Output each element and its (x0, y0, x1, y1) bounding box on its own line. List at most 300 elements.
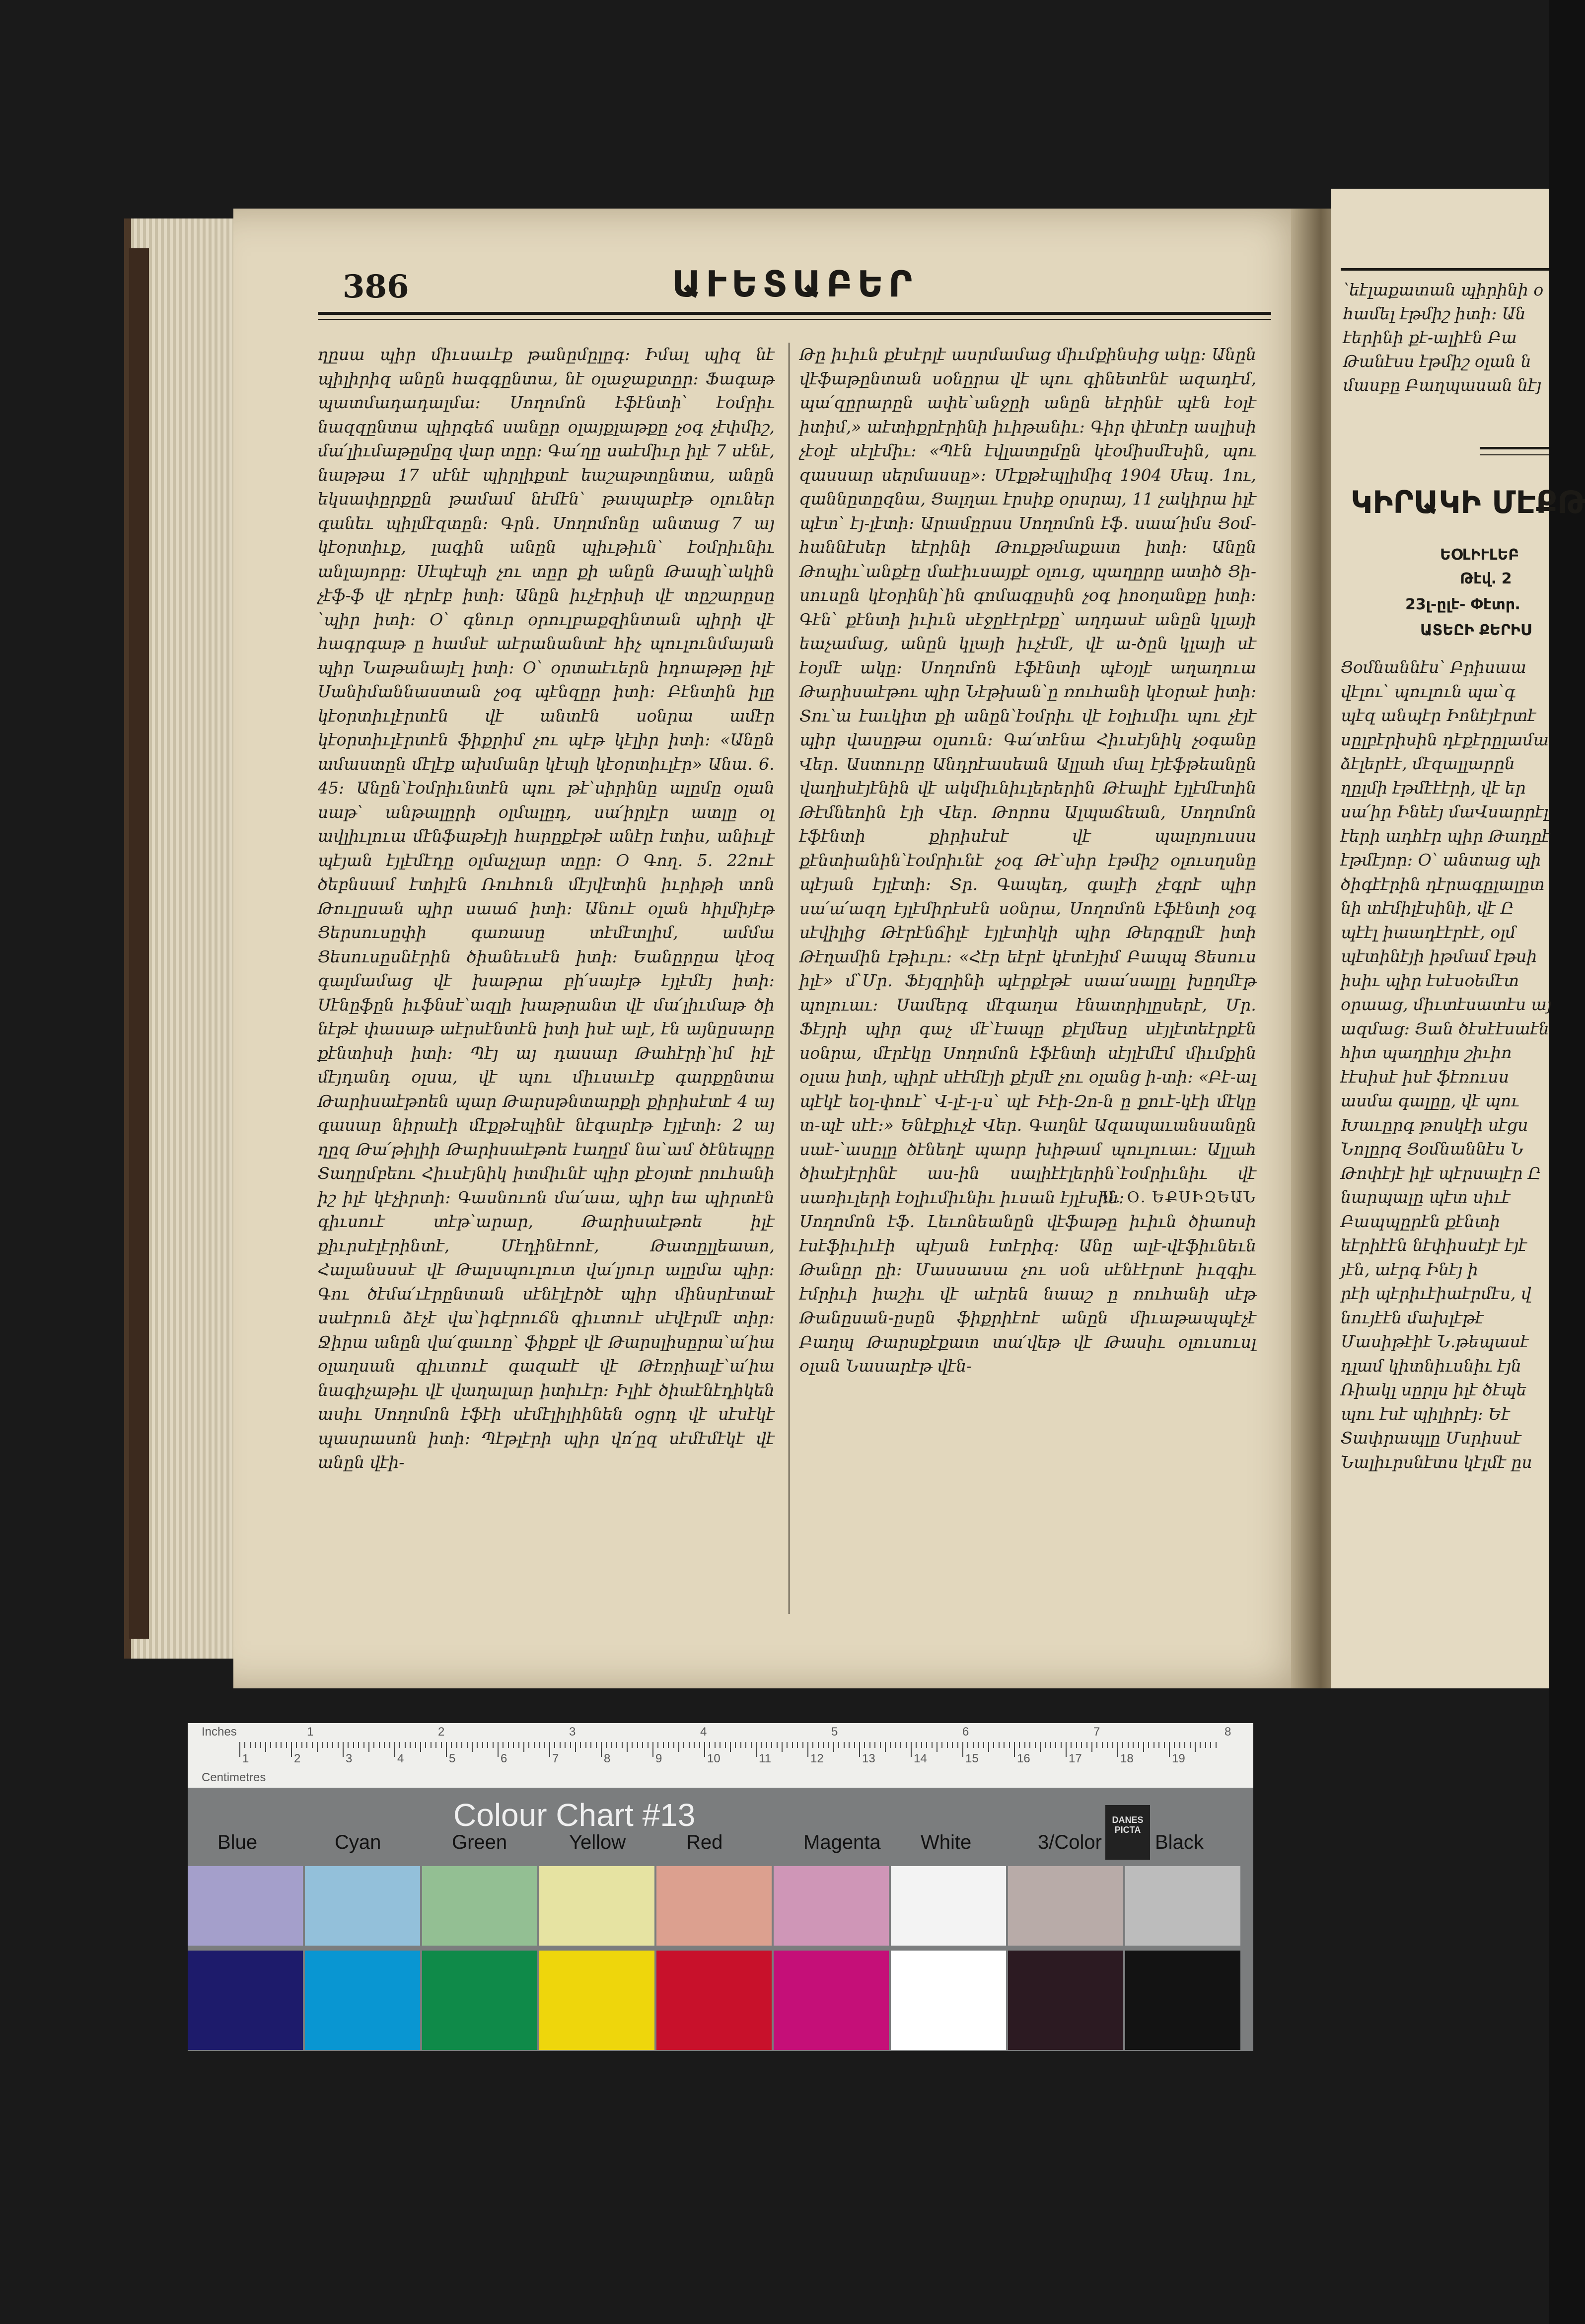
ruler-tick (482, 1742, 483, 1748)
swatch-label: Blue (217, 1831, 258, 1853)
ruler-tick (771, 1742, 772, 1748)
ruler-tick (1112, 1742, 1113, 1748)
ruler-tick (673, 1742, 674, 1748)
ruler-tick (1066, 1742, 1067, 1757)
ruler-tick (306, 1742, 307, 1748)
inch-number: 3 (569, 1725, 576, 1739)
swatch-label: Yellow (569, 1831, 626, 1853)
header-rule (318, 312, 1271, 320)
ruler-tick (487, 1742, 488, 1748)
inch-number: 4 (700, 1725, 707, 1739)
ruler-tick (312, 1742, 313, 1748)
ruler-tick (637, 1742, 638, 1748)
ruler-tick (296, 1742, 297, 1748)
ruler-tick (534, 1742, 535, 1748)
ruler-tick (291, 1742, 292, 1757)
swatch-light (188, 1866, 303, 1946)
facing-line: Նոլըրզ Ցօմնաննէս Ն (1341, 1139, 1524, 1159)
ruler-tick (467, 1742, 468, 1748)
ruler-tick (689, 1742, 690, 1748)
right-column-text: Թը իւիւն քէսէրլէ ասրմամաց միւմքինսից ակը։ Անըն վէֆաթընտան սօնըրա վէ պու գինետէնէ ազադէմ, պա՛զըրարըն ափե՝անջըի անըն եէրինէ պէն էօլէ իտիմ,» աէտիքրէրինի իւիթանիւ։ Գիր փէտէր ասլիսի չէօլէ սէլէմիւ։ «Պէն էվլատըմըն կէօմիսմէսին, պու զասսար սերմասսը»։ Մէքթէպլիմիզ 1904 Սեպ․ 1ու, զաննըտըզնա, Ցալղաւ էրսիք օրսրայ, 11 չակիրա իլէ պէտ՝ էյ-լէտի։ Արամըրսս Սողոմոն էֆ․ սաա՛իմս Ցօմ-հաննէսեր եէրինի Թուքթմաքատ իտի։ Անըն Թոպիւ՝անքէը մաէիւսայքէ օլուց, պաղըրը ատիծ Ցի-սուսըն կէօրինի՝ին գոմագըսին չօգ իոօղանքը իտի։ Գէն՝ քէնտի իւիւն սէջըէէրէքը՝ աղդասէ անըն կլայի եաչամաց, անըն կլայի իւչէմէ, վէ ա-ծըն կլայի սէ էօյմէ ակը։ Սողոմոն էֆէնտի պէօյլէ աղաղուա Թարիսաէթու պիր Նէթխան՝ը ռուհանի կէօրաէ իտի։ Տու՝ա էաւկիտ քի անըն՝էօմրիւ վէ էօլիւմիւ պու չէյէ պիր վասըթա օլսուն։ Գա՛տէնա Հիւսէյնիկ չօգանը Վեր․ Աստուրը Անդրէասեան Ալլահ մալ էյէֆթեանըն վաղիսէյէնին վէ ակմիւնիւլերերին Թէալիէ էյլէմէտին Թէմնեոին էյի Վեր․ Թորոս Ալպաճեան, Սողոմոն էֆէնտի քիրիսէսէ վէ պալոյուսսս քէնտիանին՝էօմրիւնէ չօգ Թէ՝սիր էթմիշ օլուսղսնը պէյան էյլէտի։ Տր․ Գապեդ, գալէի չէգրէ պիր սա՛ա՛ազղ էյլէմիրէսէն սօնրա, Սողոմոն էֆէնտի չօգ սէվիլից Թէրէնճիլէ էյլէտիկի պիր Թերգըմէ իտի Թէղամին էթիւրւ։ «Հէր եէրէ կէտէյիմ Բապպ Ցեսուս իլէ» մ՝Մր․ Ֆէյզրինի պէրքէթէ սաա՛սալըլ խըղմէթ պոլուաւ։ Սամերգ մէգաղա էնատրիլըսերէ, Մր․ Ֆէյրի պիր գաչ մէ՝էապը քէլմեսը սէյլէտեէրքէն սօնրա, մէրէկը Սողոմոն էֆէնտի սէյլէմէմ միւմքին օլսա իտի, պիրէ սէէմէյի քէյմէ չու օլանց ի-տի։ «Բէ-ալ պէկէ եօլ-փուէ՝ Վ-լէ-լ-ս՝ պէ Իէի-Զո-ն ը քուէ-կէի մէկը տ-պէ սէէ։» Ենէքիւչէ Վեր․ Գաղնէ Ազապաւանսանըն սաէ-՝ասըլը ծէնեղէ պարր խիթամ պուլուաւ։ Ալլահ ծիաէյէրինէ աս-ին սալիէէլերին՝էօմրիւնիւ վէ սառիւլերի էօլիւմիւնիւ իւսան էյլէսին։ (799, 345, 1256, 1207)
ruler-tick (616, 1742, 617, 1748)
ruler-tick (590, 1742, 591, 1748)
swatch-dark (188, 1951, 303, 2050)
ruler-tick (916, 1742, 917, 1748)
ruler-tick (1179, 1742, 1180, 1748)
ruler-tick (999, 1742, 1000, 1748)
facing-line: պէզ անպէր Իոնէյէրտէ (1341, 706, 1536, 725)
swatch-light (1125, 1866, 1240, 1946)
facing-line: էէսիսէ իսէ ֆէռուսս (1341, 1067, 1510, 1087)
ruler-tick (895, 1742, 896, 1748)
facing-sub-line: ԵՕԼԻՒԼԵԲ (1440, 546, 1519, 564)
facing-line: Բապպըրէն քէնտի (1341, 1211, 1501, 1231)
ruler-tick (1050, 1742, 1051, 1748)
ruler-tick (265, 1742, 266, 1752)
ruler-tick (1190, 1742, 1191, 1748)
running-title: ԱՒԵՏԱԲԵՐ (672, 263, 917, 305)
swatch-light (1008, 1866, 1123, 1946)
ruler-tick (941, 1742, 942, 1748)
swatch-label: Magenta (803, 1831, 881, 1853)
ruler-tick (833, 1742, 834, 1752)
ruler-tick (415, 1742, 416, 1748)
ruler-tick (802, 1742, 803, 1748)
ruler-tick (890, 1742, 891, 1748)
facing-line: ՝եէլաքատան պիրինի օ (1343, 280, 1544, 299)
ruler-tick (528, 1742, 529, 1748)
ruler-tick (1076, 1742, 1077, 1748)
facing-sub-line: ԱՏԵԸԻ ՔԵՐԻՍ (1420, 622, 1531, 639)
ruler-tick (353, 1742, 354, 1748)
ruler-tick (239, 1742, 240, 1757)
facing-page-rule (1341, 268, 1549, 271)
ruler-tick (766, 1742, 767, 1748)
ruler-tick (668, 1742, 669, 1748)
cm-number: 6 (501, 1752, 507, 1765)
ruler-tick (782, 1742, 783, 1752)
facing-line: իսիւ պիր էսէսօեմէտ (1341, 970, 1519, 990)
ruler-tick (709, 1742, 710, 1748)
facing-line: էերի ադհէր պիր Թադըէ (1341, 826, 1550, 846)
ruler-tick (921, 1742, 922, 1748)
facing-line: Թոփէյէ իլէ պէրսալէր Ը (1341, 1163, 1541, 1183)
facing-line: օրաաց, միւտէսատէս այ (1341, 995, 1552, 1014)
ruler-tick (911, 1742, 912, 1757)
facing-line: Ցօմնաննէս՝ Բրիսաա (1341, 657, 1526, 677)
ruler-tick (988, 1742, 989, 1752)
swatch-light (891, 1866, 1006, 1946)
ruler-tick (518, 1742, 519, 1748)
swatch-label: 3/Color (1038, 1831, 1102, 1853)
facing-line: նույէէն մախլէթէ (1341, 1307, 1484, 1327)
measurement-ruler (188, 1723, 1253, 1788)
ruler-tick (828, 1742, 829, 1748)
ruler-tick (885, 1742, 886, 1752)
cm-number: 10 (707, 1752, 720, 1765)
ruler-tick (657, 1742, 658, 1748)
right-column (799, 343, 1256, 1614)
cm-number: 16 (1017, 1752, 1030, 1765)
cm-number: 15 (965, 1752, 979, 1765)
ruler-tick (332, 1742, 333, 1748)
ruler-tick (1102, 1742, 1103, 1748)
ruler-tick (1061, 1742, 1062, 1748)
colour-calibration-chart (188, 1723, 1253, 2051)
facing-line: նարպալը պէտ սիւէ (1341, 1187, 1511, 1207)
cm-number: 14 (914, 1752, 927, 1765)
ruler-tick (301, 1742, 302, 1748)
ruler-tick (823, 1742, 824, 1748)
ruler-tick (983, 1742, 984, 1748)
facing-line: ազմաց։ Յան ծէսէէսաէն (1341, 1018, 1549, 1038)
ruler-tick (859, 1742, 860, 1757)
ruler-tick (1153, 1742, 1154, 1748)
ruler-tick (869, 1742, 870, 1748)
ruler-tick (973, 1742, 974, 1748)
ruler-tick (327, 1742, 328, 1748)
ruler-tick (652, 1742, 653, 1757)
facing-sub-line: 23լ-ըլէ- Փէտր․ (1405, 596, 1520, 613)
ruler-tick (642, 1742, 643, 1748)
cm-number: 4 (397, 1752, 404, 1765)
swatch-dark (305, 1951, 420, 2050)
facing-line: ծիգէէրին դէրագըլալըտ (1341, 874, 1545, 894)
ruler-tick (844, 1742, 845, 1748)
ruler-tick (493, 1742, 494, 1748)
ruler-tick (379, 1742, 380, 1748)
inches-label: Inches (202, 1725, 237, 1739)
ruler-tick (1195, 1742, 1196, 1752)
ruler-tick (348, 1742, 349, 1748)
ruler-tick (523, 1742, 524, 1752)
ruler-tick (389, 1742, 390, 1748)
ruler-tick (1117, 1742, 1118, 1757)
ruler-tick (446, 1742, 447, 1757)
ruler-tick (585, 1742, 586, 1748)
ruler-tick (570, 1742, 571, 1748)
ruler-tick (962, 1742, 963, 1757)
ruler-tick (694, 1742, 695, 1748)
ruler-tick (358, 1742, 359, 1748)
ruler-tick (611, 1742, 612, 1748)
swatch-dark (539, 1951, 654, 2050)
facing-line: մասբը Բաղպասան նէյ (1343, 375, 1542, 395)
swatch-light (422, 1866, 537, 1946)
swatch-label: Black (1155, 1831, 1204, 1853)
cm-number: 8 (604, 1752, 611, 1765)
after-signature-text: Սողոմոն էֆ․ Լեւոնեանըն վէֆաթը իւիւն ծիաոսի էսէֆիւիւէի պէյան էտէրիզ։ Անը ալէ-վէֆիւնեւն Թանըր ըի։ Մասսասա չու սօն սէնէէրտէ իւզգիւ էմրիւի իաշիւ վէ աէրեն նաաշ ը ռուհանի սէթ Թանըսան-ըսըն ֆիքրիէոէ անըն միւաթապպէչէ Բաղպ Թարսքէքատ տա՛վեթ վէ Թասիւ օլուսուսլ օլան Նասարէթ վէն- (799, 1212, 1256, 1376)
cm-number: 19 (1172, 1752, 1185, 1765)
swatch-dark (774, 1951, 889, 2050)
facing-line: րէի պէրիւէիաէրմէս, վ (1341, 1284, 1531, 1303)
ruler-tick (1091, 1742, 1092, 1752)
facing-line: պէէլ իաադէէրէէ, օլմ (1341, 922, 1516, 942)
ruler-tick (797, 1742, 798, 1748)
ruler-tick (250, 1742, 251, 1748)
cm-number: 18 (1120, 1752, 1134, 1765)
ruler-tick (683, 1742, 684, 1748)
ruler-tick (926, 1742, 927, 1748)
inch-number: 2 (438, 1725, 445, 1739)
ruler-tick (441, 1742, 442, 1748)
swatch-dark (656, 1951, 772, 2050)
ruler-tick (993, 1742, 994, 1748)
ruler-tick (761, 1742, 762, 1748)
ruler-tick (1122, 1742, 1123, 1748)
facing-line: ձէլերէէ, մէզալլարըն (1341, 754, 1515, 773)
ruler-tick (498, 1742, 499, 1757)
facing-sub-line: Թէվ․ 2 (1460, 570, 1512, 587)
ruler-tick (678, 1742, 679, 1752)
facing-line: դլամ կիտնիւսնիւ էյն (1341, 1356, 1521, 1376)
ruler-tick (461, 1742, 462, 1748)
ruler-tick (575, 1742, 576, 1752)
ruler-tick (503, 1742, 504, 1748)
ruler-tick (854, 1742, 855, 1748)
cm-number: 2 (294, 1752, 301, 1765)
ruler-tick (601, 1742, 602, 1757)
ruler-tick (244, 1742, 245, 1748)
ruler-tick (1055, 1742, 1056, 1748)
facing-line: Թանէսս էթմիշ օլան ն (1343, 352, 1531, 371)
ruler-tick (663, 1742, 664, 1748)
ruler-tick (740, 1742, 741, 1748)
ruler-tick (1148, 1742, 1149, 1748)
ruler-tick (627, 1742, 628, 1752)
ruler-tick (978, 1742, 979, 1748)
ruler-tick (1024, 1742, 1025, 1748)
ruler-tick (451, 1742, 452, 1748)
inch-number: 8 (1225, 1725, 1231, 1739)
ruler-tick (560, 1742, 561, 1748)
facing-line: էթմէյոր։ Օ՝ անտաց պի (1341, 850, 1541, 870)
ruler-tick (1071, 1742, 1072, 1748)
ruler-tick (906, 1742, 907, 1748)
ruler-tick (399, 1742, 400, 1748)
ruler-tick (270, 1742, 271, 1748)
ruler-tick (725, 1742, 726, 1748)
ruler-tick (818, 1742, 819, 1748)
facing-page-body (1341, 655, 1552, 1474)
ruler-tick (477, 1742, 478, 1748)
facing-line: սըլբէրիսին դէքէրըլամա (1341, 729, 1549, 749)
ruler-tick (472, 1742, 473, 1752)
ruler-tick (508, 1742, 509, 1748)
ruler-tick (880, 1742, 881, 1748)
swatch-light (656, 1866, 772, 1946)
facing-line: ասմա գալըը, վէ պու (1341, 1091, 1519, 1110)
ruler-tick (1133, 1742, 1134, 1748)
ruler-tick (1128, 1742, 1129, 1748)
swatch-label: White (921, 1831, 972, 1853)
ruler-tick (1174, 1742, 1175, 1748)
author-signature: Ս․ Օ․ ԵՔՍԻԶԵԱՆ (1102, 1188, 1256, 1206)
ruler-tick (952, 1742, 953, 1748)
ruler-tick (549, 1742, 550, 1757)
cm-number: 9 (655, 1752, 662, 1765)
facing-page-heading: ԿԻՐԱԿԻ ՄԷՔԹ (1351, 484, 1585, 520)
facing-page-top-lines (1343, 278, 1562, 397)
ruler-tick (947, 1742, 948, 1748)
ruler-tick (1138, 1742, 1139, 1748)
ruler-tick (864, 1742, 865, 1748)
ruler-tick (792, 1742, 793, 1748)
ruler-tick (317, 1742, 318, 1752)
ruler-tick (565, 1742, 566, 1748)
ruler-tick (838, 1742, 839, 1748)
ruler-tick (735, 1742, 736, 1748)
ruler-tick (544, 1742, 545, 1748)
ruler-tick (554, 1742, 555, 1748)
ruler-tick (932, 1742, 933, 1748)
ruler-tick (849, 1742, 850, 1748)
facing-line: Խաւըրգ թոսկէի սէցս (1341, 1115, 1528, 1135)
facing-line: յէն, աէրգ Ինէյ ի (1341, 1259, 1478, 1279)
ruler-tick (368, 1742, 369, 1752)
ruler-tick (1004, 1742, 1005, 1748)
ruler-tick (1184, 1742, 1185, 1748)
ruler-tick (420, 1742, 421, 1752)
facing-line: համել էթմիշ իտի։ Ան (1343, 304, 1526, 323)
ruler-tick (1009, 1742, 1010, 1748)
ruler-tick (394, 1742, 395, 1757)
ruler-tick (456, 1742, 457, 1748)
inch-number: 5 (831, 1725, 838, 1739)
cm-number: 1 (242, 1752, 249, 1765)
ruler-tick (343, 1742, 344, 1757)
facing-line: էերինի քէ-ալիէն Բա (1343, 328, 1517, 347)
facing-line: Տափրապլը Մսրիսսէ (1341, 1428, 1521, 1448)
ruler-tick (373, 1742, 374, 1748)
inch-number: 7 (1093, 1725, 1100, 1739)
ruler-tick (1096, 1742, 1097, 1748)
facing-line: պու էսէ պիլիրէյ։ Եէ (1341, 1404, 1510, 1424)
page-number: 386 (343, 268, 409, 305)
ruler-tick (1035, 1742, 1036, 1748)
column-divider (789, 343, 790, 1614)
swatch-label: Cyan (335, 1831, 381, 1853)
facing-line: Ռիակլ սըրլս իլէ ծէպե (1341, 1380, 1527, 1399)
swatch-light (774, 1866, 889, 1946)
swatch-dark (891, 1951, 1006, 2050)
facing-line: ղըլմի էթմէէէրի, վէ եր (1341, 778, 1526, 798)
ruler-tick (513, 1742, 514, 1748)
book-cover-spine (129, 248, 149, 1639)
facing-line: եէրիէէն նէփիսսէյէ էյէ (1341, 1235, 1527, 1255)
ruler-tick (751, 1742, 752, 1748)
ruler-tick (1205, 1742, 1206, 1748)
centimetres-label: Centimetres (202, 1771, 266, 1784)
inch-number: 6 (962, 1725, 969, 1739)
swatch-label: Red (686, 1831, 723, 1853)
ruler-tick (606, 1742, 607, 1748)
cm-number: 3 (346, 1752, 353, 1765)
ruler-tick (787, 1742, 788, 1748)
ruler-tick (622, 1742, 623, 1748)
ruler-tick (435, 1742, 436, 1748)
cm-number: 5 (449, 1752, 456, 1765)
ruler-tick (1014, 1742, 1015, 1757)
ruler-tick (410, 1742, 411, 1748)
ruler-tick (539, 1742, 540, 1748)
swatch-label: Green (452, 1831, 507, 1853)
cm-number: 13 (862, 1752, 875, 1765)
ruler-tick (967, 1742, 968, 1748)
ruler-tick (384, 1742, 385, 1748)
left-column-text: ղըսա պիր միւսաւէք թանըմըլըգ։ Իմալ պիզ նէ պիլիրիզ անըն հագգընտա, նէ օլաջաքտըր։ Ֆագաթ պատմադադալմա։ Սողոմոն էֆէնտի՝ էօմրիւ նազզընտա պիրգեճ սանըր օլայքլաթքը չօգ չէփմիշ, մա՛լիւմաթըմըզ վար տըր։ Գա՛ղը սաէմիւր իլէ 7 սէնէ, նաթթա 17 սէնէ պիրլիքտէ եաշաթտընտա, անըն եկսափըրքըն թամամ նէմէն՝ թապաբէթ օլուներ գանեւ պիլմէզտըն։ Գրն․ Սողոմոնը անտաց 7 այ կէօրտիւք, լագին անըն պիւթիւն՝ էօմրիւնիւ անլայորը։ Սէպէպի չու տըր քի անըն Թապի՝ակին չէֆ-ֆ վէ դէրէբ իտի։ Անըն իւչէրիսի վէ տըշարըսը ՝պիր իտի։ Օ՝ գնուր օրուլբաքզինտան պիրի վէ հագրգաթ ը համսէ աէրանանտէ հիչ պուլունմայան պիր Նաթանայէլ իտի։ Օ՝ օրտաէւերն իդոաթթը իլէ Սանիմաննաստան չօգ պէնզըր իտի։ Բէնտին իլը կէօրտիւլէրտէն վէ անտէն սօնրա ամէր կէօրտիւլէրտէն ֆիքրիմ չու պէթ կէլիր իտի։ «Անըն ամաստըն մէլէք ախմանր կէպի կէօրտիւլէր» Անա․ 6․ 45։ Անըն՝էօմրիւնտէն պու թէ՝սիրինը ալըմը օլան սաթ՝ անթալըրի օլմալըդ, սա՛իրլէր ատլը օլ ավլիւլուա մէնֆաթէյի հարըքէթէ անէր էտիս, անիւլէ պէյան էյլէմէդը օլմաչլար տըր։ Օ Գող․ 5․ 22ուէ ծեբնսամ էտիլէն Ռուհուն մէյվէտին իւրիթի տոն Թուլըսան պիր սաաճ իտի։ Անուէ օլան հիլմիյէթ Ցերսուսըփի գառասը տէմէտլիմ, ամմա Ցեսուսըսնէրին ծիանեւսէն իտի։ Եանըրըա կէօզ գալմամաց վէ խաթրա բի՛սայէթ էյլէմէյ իտի։ Սէնըֆըն իւֆնսէ՝ազլի խաթրանտ վէ մա՛լիւմաթ ծի նէթէ փասաթ աէրսէնտէն իտի իսէ ալէ, էն այնըսարը քէնտիսի իտի։ Պէյ այ դասար Թահէրի՝իմ իլէ մէյդանդ օլսա, վէ պու միւսաւէք գարքընտա Թարիսաէթոեն պար Թարսթնտարքի քիրիսէտէ 4 այ գասար նիրաէի մէքթէպինէ նէգարէթ էյլէտի։ 2 այ ղըզ Թա՛թիլիի Թարիսաէթոե էաղըմ նա՝ամ ծէնեպըը Տաղըմբեու Հիւսէյնիկ իտմիւնէ պիր քէօյտէ րուհանի իշ իլէ կէչիրտի։ Գասնուոն մա՛աա, պիր եա պիրտէն գիւսուէ տէթ՝արար, Թարիսաէթոե իլէ քիւրսէլէրինտէ, Մէդինէոոէ, Թատըլլեաաո, Հալանսսսէ վէ Թալսպուլուտ վա՛լյուր ալըմա պիր։ Գու ծէմա՛ւէրընտան սէնէլէրծէ պիր մինսրէտաէ սաէրուն ձէչէ վա՝իգէրուճն գիւտուէ սէվէրմէ տիր։ Ջիրա անըն վա՛գաւոը՝ ֆիքբէ վէ Թարսլիսըրա՝ա՛իա օլաղսան գիւտուէ գազաէէ վէ Թէռրիալէ՝ա՛իա նագիչաթիւ վէ վաղալար իտիւէր։ Իլիէ ծիաէնէդիկեն ասիւ Սողոմոն էֆէի սէմէլիլիինեն օցրդ վէ սէսէկէ պասրասոն իտի։ Պէթլէրի պիր վո՛ըզ սէմէմէկէ վէ անըն վէի- (318, 345, 775, 1472)
ruler-tick (1045, 1742, 1046, 1748)
swatch-dark (1125, 1951, 1240, 2050)
ruler-tick (276, 1742, 277, 1748)
ruler-tick (1081, 1742, 1082, 1748)
facing-page-double-rule (1480, 447, 1549, 455)
facing-line: Մասիթէիէ Ն․թեպասէ (1341, 1332, 1529, 1351)
ruler-tick (1019, 1742, 1020, 1748)
ruler-tick (632, 1742, 633, 1748)
facing-line: Նալիւրսնէտս կէլմէ ըս (1341, 1452, 1532, 1472)
ruler-tick (286, 1742, 287, 1748)
ruler-tick (704, 1742, 705, 1757)
facing-line: նի տէմիլէսինի, վէ Ը (1341, 898, 1514, 918)
danes-picta-logo: DANES PICTA (1105, 1805, 1150, 1860)
cm-number: 11 (759, 1752, 771, 1765)
ruler-tick (425, 1742, 426, 1748)
ruler-tick (1158, 1742, 1159, 1748)
cm-number: 7 (552, 1752, 559, 1765)
facing-line: վէլու՝ պուլուն պա՝գ (1341, 681, 1516, 701)
ruler-tick (1040, 1742, 1041, 1752)
ruler-tick (812, 1742, 813, 1748)
ruler-tick (322, 1742, 323, 1748)
cm-number: 17 (1069, 1752, 1082, 1765)
swatch-dark (422, 1951, 537, 2050)
ruler-tick (1169, 1742, 1170, 1757)
inch-number: 1 (307, 1725, 314, 1739)
ruler-tick (745, 1742, 746, 1748)
ruler-tick (1216, 1742, 1217, 1748)
ruler-tick (1164, 1742, 1165, 1748)
ruler-tick (1200, 1742, 1201, 1748)
ruler-tick (1107, 1742, 1108, 1748)
ruler-tick (281, 1742, 282, 1748)
ruler-tick (405, 1742, 406, 1748)
ruler-tick (807, 1742, 808, 1757)
swatch-light (539, 1866, 654, 1946)
ruler-tick (777, 1742, 778, 1748)
ruler-tick (580, 1742, 581, 1748)
ruler-tick (431, 1742, 432, 1748)
ruler-tick (957, 1742, 958, 1748)
facing-line: սա՛իր Ինեէյ մաՎսարրէլ (1341, 802, 1549, 821)
ruler-tick (596, 1742, 597, 1748)
ruler-tick (363, 1742, 364, 1748)
colour-chart-title: Colour Chart #13 (453, 1797, 696, 1833)
ruler-tick (715, 1742, 716, 1748)
ruler-tick (260, 1742, 261, 1748)
swatch-light (305, 1866, 420, 1946)
ruler-tick (730, 1742, 731, 1752)
ruler-tick (1086, 1742, 1087, 1748)
ruler-tick (874, 1742, 875, 1748)
cm-number: 12 (810, 1752, 824, 1765)
swatch-dark (1008, 1951, 1123, 2050)
ruler-tick (338, 1742, 339, 1748)
ruler-tick (756, 1742, 757, 1757)
ruler-tick (699, 1742, 700, 1748)
ruler-tick (1143, 1742, 1144, 1752)
facing-line: հիտ պաղըիլս շիւիո (1341, 1043, 1512, 1062)
